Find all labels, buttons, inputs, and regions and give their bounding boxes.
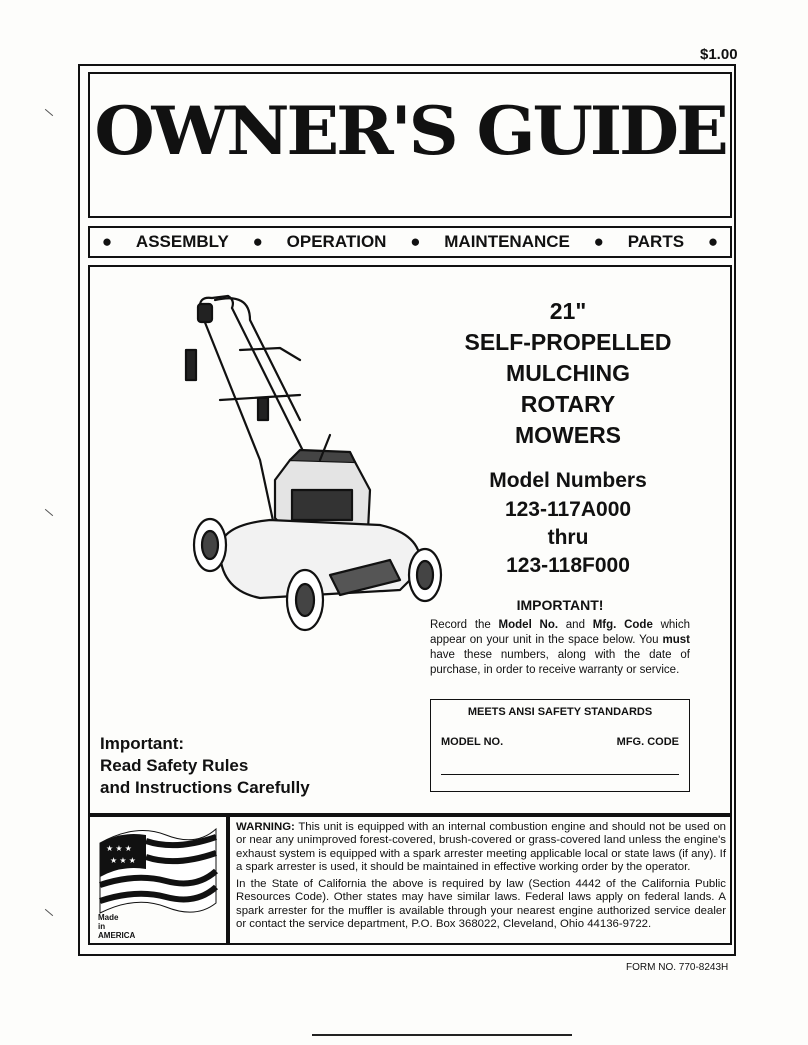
model-thru: thru	[547, 526, 589, 549]
lawn-mower-illustration	[180, 290, 450, 640]
price: $1.00	[700, 46, 738, 63]
flag-box	[88, 815, 228, 945]
section-parts: PARTS	[627, 232, 685, 251]
write-in-line	[441, 774, 679, 775]
product-size: 21"	[549, 298, 587, 324]
bullet: ●	[252, 232, 263, 251]
mfg-code-label: MFG. CODE	[616, 736, 679, 748]
model-numbers-label: Model Numbers	[489, 469, 647, 492]
important-heading: IMPORTANT!	[516, 597, 604, 613]
section-operation: OPERATION	[286, 232, 387, 251]
made-in-america: Made in AMERICA	[98, 913, 136, 940]
svg-text:★ ★ ★: ★ ★ ★	[106, 844, 132, 853]
section-assembly: ASSEMBLY	[135, 232, 229, 251]
page-title: OWNER'S GUIDE	[94, 92, 726, 170]
safety-notice: Important: Read Safety Rules and Instructions Carefully	[100, 734, 310, 797]
ansi-box	[430, 699, 690, 792]
scan-mark	[45, 509, 53, 516]
model-from: 123-117A000	[504, 498, 632, 521]
section-maintenance: MAINTENANCE	[444, 232, 570, 251]
form-number: FORM NO. 770-8243H	[626, 962, 729, 973]
important-text: Record the Model No. and Mfg. Code which appear on your unit in the space below. You must have these numbers, along with the date of purchase, in order to receive warranty or service.	[430, 619, 690, 676]
ansi-title: MEETS ANSI SAFETY STANDARDS	[467, 706, 653, 718]
american-flag-icon	[96, 823, 220, 915]
bullet: ●	[410, 232, 421, 251]
product-line4: MOWERS	[514, 422, 622, 448]
scan-bottom-line	[312, 1034, 572, 1036]
bullet: ●	[101, 232, 113, 251]
warning-box	[228, 815, 732, 945]
section-bar	[88, 226, 732, 258]
warning-text: WARNING: This unit is equipped with an internal combustion engine and should not be used on or near any unimproved forest-covered, brush-covered or grass-covered land unless the engine's exhaust system is equipped with a spark arrester meeting applicable local or state laws (if any). If a spark arrester is used, it should be maintained in effective working order by the operator. In the State of California the above is required by law (Section 4442 of the California Public Resources Code). Other states may have similar laws. Federal laws apply on federal lands. A spark arrester for the muffler is available through your nearest engine authorized service dealer or contact the service department, P.O. Box 368022, Cleveland, Ohio 44136-9722.	[236, 821, 726, 931]
bullet: ●	[593, 232, 604, 251]
model-no-label: MODEL NO.	[441, 736, 504, 748]
scan-mark	[45, 109, 53, 116]
product-line2: MULCHING	[506, 360, 630, 386]
product-line3: ROTARY	[520, 391, 616, 417]
scan-mark	[45, 909, 53, 916]
model-to: 123-118F000	[506, 554, 630, 577]
bullet: ●	[707, 232, 719, 251]
svg-text:★ ★ ★: ★ ★ ★	[110, 856, 136, 865]
product-line1: SELF-PROPELLED	[464, 329, 672, 355]
